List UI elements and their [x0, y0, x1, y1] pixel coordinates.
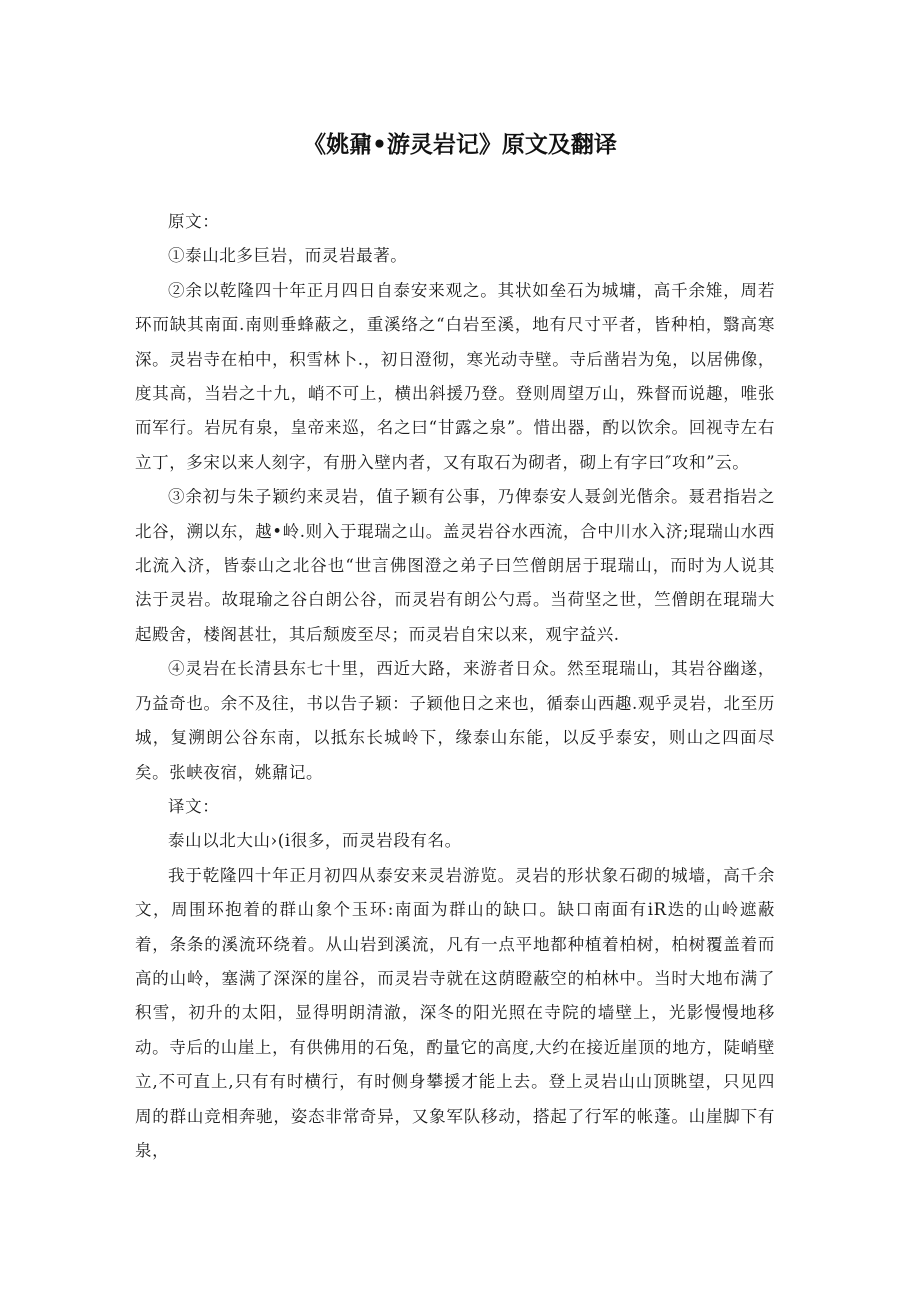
original-paragraph-3: ③余初与朱子颖约来灵岩，值子颖有公事，乃俾泰安人聂剑光偕余。聂君指岩之北谷，溯以东，越•岭.则入于琨瑞之山。盖灵岩谷水西流，合中川水入济;琨瑞山水西北流入济，皆泰山之北谷也“世言佛图澄之弟子曰竺僧朗居于琨瑞山，而时为人说其法于灵岩。故琨瑜之谷白朗公谷，而灵岩有朗公勺焉。当荷坚之世，竺僧朗在琨瑞大起殿舍，楼阁甚壮，其后颓废至尽；而灵岩自宋以来，观宇益兴.	[135, 487, 775, 644]
original-paragraph-2: ②余以乾隆四十年正月四日自泰安来观之。其状如垒石为城墉，高千余雉，周若环而缺其南面.南则垂蜂蔽之，重溪络之“白岩至溪，地有尺寸平者，皆种柏，翳高寒深。灵岩寺在柏中，积雪林卜.，初日澄彻，寒光动寺壁。寺后凿岩为兔，以居佛像，度其高，当岩之十九，峭不可上，横出斜援乃登。登则周望万山，殊督而说趣，唯张而军行。岩尻有泉，皇帝来巡，名之曰“甘露之泉”。惜出器，酌以饮余。回视寺左右立丁，多宋以来人刻字，有册入壁内者，又有取石为砌者，砌上有字曰″攻和”云。	[135, 280, 775, 472]
original-paragraph-1: ①泰山北多巨岩，而灵岩最著。	[168, 246, 408, 266]
translation-label: 译文：	[168, 796, 220, 816]
document-title: 《姚鼐•游灵岩记》原文及翻译	[303, 132, 617, 158]
original-paragraph-4: ④灵岩在长清县东七十里，西近大路，来游者日众。然至琨瑞山，其岩谷幽遂，乃益奇也。余不及往，书以告子颖：子颖他日之来也，循泰山西趣.观乎灵岩，北至历城，复溯朗公谷东南，以抵东长城岭下，缘泰山东能，以反乎泰安，则山之四面尽矣。张峡夜宿，姚鼐记。	[135, 659, 775, 782]
original-text-label: 原文：	[168, 212, 220, 231]
translation-paragraph-1: 泰山以北大山›(i很多，而灵岩段有名。	[168, 831, 462, 851]
translation-paragraph-2: 我于乾隆四十年正月初四从泰安来灵岩游览。灵岩的形状象石砌的城墙，高千余文，周围环抱着的群山象个玉环:南面为群山的缺口。缺口南面有iR迭的山岭遮蔽着，条条的溪流环绕着。从山岩到溪流，凡有一点平地都种植着柏树，柏树覆盖着而高的山岭，塞满了深深的崖谷，而灵岩寺就在这荫瞪蔽空的柏林中。当时大地布满了积雪，初升的太阳，显得明朗清澈，深冬的阳光照在寺院的墙壁上，光影慢慢地移动。寺后的山崖上，有供佛用的石兔，酌量它的高度,大约在接近崖顶的地方，陡峭壁立,不可直上,只有有时横行，有时侧身攀援才能上去。登上灵岩山山顶眺望，只见四周的群山竞相奔驰，姿态非常奇异，又象军队移动，搭起了行军的帐蓬。山崖脚下有泉，	[135, 865, 775, 1160]
document-body	[135, 205, 775, 1168]
